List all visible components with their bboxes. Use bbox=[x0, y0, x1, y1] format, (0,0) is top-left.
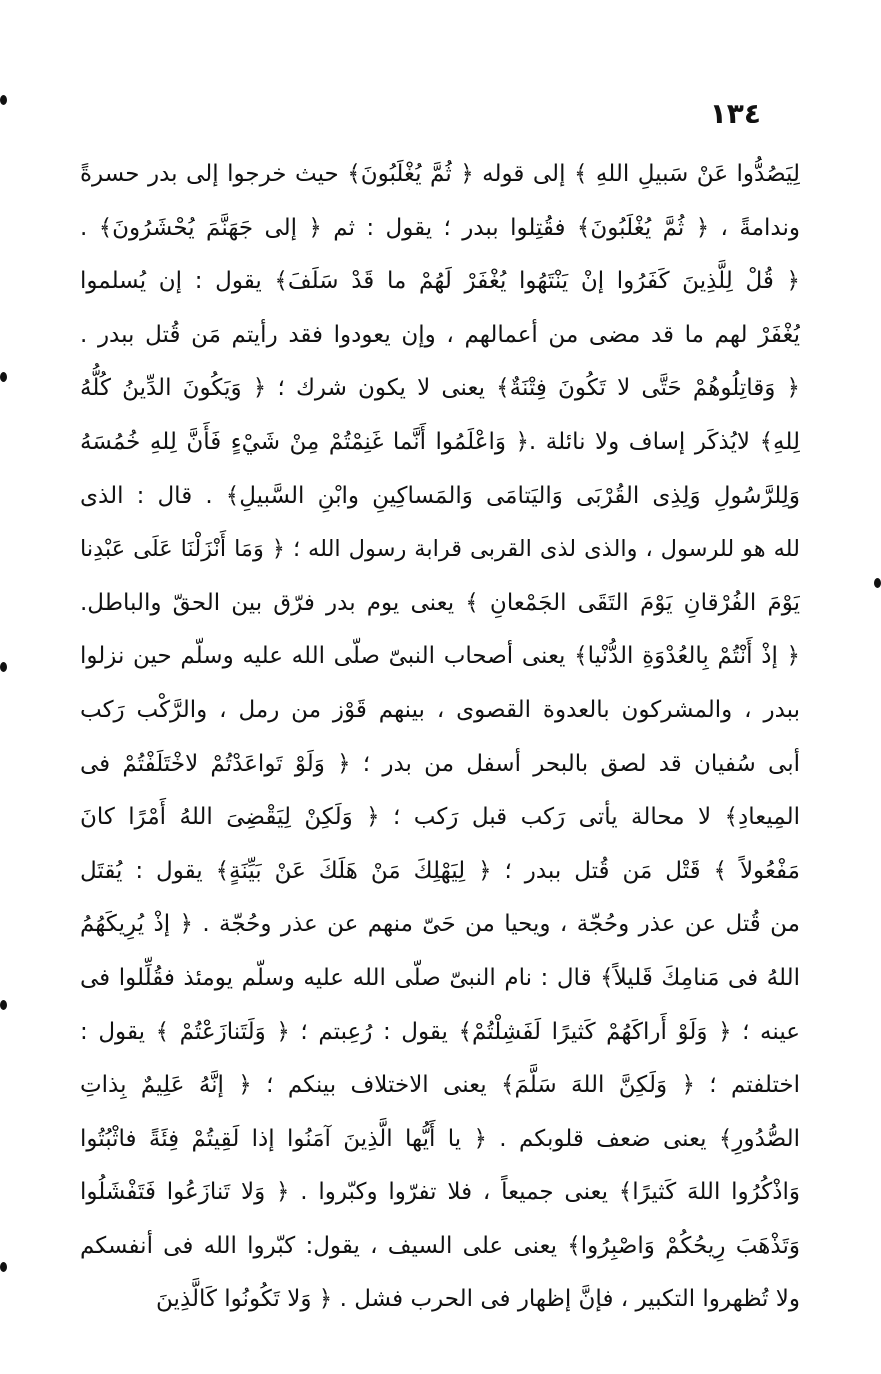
text-line: وَلِلرَّسُولِ وَلِذِى القُرْبَى وَاليَتامَى وَالمَساكِينِ وابْنِ السَّبيلِ﴾ . قال : الذى bbox=[80, 482, 800, 509]
text-line: وَتَذْهَبَ رِيحُكُمْ وَاصْبِرُوا﴾ يعنى على السيف ، يقول: كبّروا الله فى أنفسكم bbox=[80, 1232, 800, 1259]
scan-edge-mark bbox=[0, 95, 7, 105]
scan-edge-mark bbox=[0, 1000, 7, 1010]
text-line: أبى سُفيان قد لصق بالبحر أسفل من بدر ؛ ﴿ وَلَوْ تَواعَدْتُمْ لاخْتَلَفْتُمْ فى bbox=[80, 750, 800, 777]
text-line: لله هو للرسول ، والذى لذى القربى قرابة رسول الله ؛ ﴿ وَمَا أَنْزَلْنَا عَلَى عَبْدِنا bbox=[80, 536, 800, 563]
text-line: الصُّدُورِ﴾ يعنى ضعف قلوبكم . ﴿ يا أَيُّها الَّذِينَ آمَنُوا إذا لَقِيتُمْ فِئَةً فاثْبُتُوا bbox=[80, 1125, 800, 1152]
text-line: لِيَصُدُّوا عَنْ سَبيلِ اللهِ ﴾ إلى قوله ﴿ ثُمَّ يُغْلَبُونَ﴾ حيث خرجوا إلى بدر حسرةً bbox=[80, 161, 800, 187]
text-line: ولا تُظهروا التكبير ، فإنَّ إظهار فى الحرب فشل . ﴿ وَلا تَكُونُوا كَالَّذِينَ bbox=[156, 1286, 800, 1313]
text-line: وندامةً ، ﴿ ثُمَّ يُغْلَبُونَ﴾ فقُتِلوا ببدر ؛ يقول : ثم ﴿ إلى جَهَنَّمَ يُحْشَرُونَ﴾ . bbox=[80, 214, 800, 241]
scan-edge-mark bbox=[0, 372, 7, 382]
text-line: ﴿ إذْ أَنْتُمْ بِالعُدْوَةِ الدُّنْيا﴾ يعنى أصحاب النبىّ صلّى الله عليه وسلّم حين نزلوا bbox=[80, 643, 800, 670]
text-line: اختلفتم ؛ ﴿ وَلَكِنَّ اللهَ سَلَّمَ﴾ يعنى الاختلاف بينكم ؛ ﴿ إنَّهُ عَلِيمٌ بِذاتِ bbox=[80, 1072, 800, 1099]
text-line: ﴿ قُلْ لِلَّذِينَ كَفَرُوا إنْ يَنْتَهُوا يُغْفَرْ لَهُمْ ما قَدْ سَلَفَ﴾ يقول : إن يُسلموا bbox=[80, 268, 800, 295]
text-line: مَفْعُولاً ﴾ قَتْل مَن قُتل ببدر ؛ ﴿ لِيَهْلِكَ مَنْ هَلَكَ عَنْ بَيِّنَةٍ﴾ يقول : يُقتَل bbox=[80, 857, 800, 884]
page-number: ١٣٤ bbox=[709, 97, 761, 130]
text-line: المِيعادِ﴾ لا محالة يأتى رَكب قبل رَكب ؛ ﴿ وَلَكِنْ لِيَقْضِىَ اللهُ أَمْرًا كانَ bbox=[80, 804, 800, 831]
body-text bbox=[80, 148, 800, 1327]
scan-edge-mark bbox=[0, 662, 7, 672]
scan-edge-mark bbox=[874, 578, 881, 588]
text-line: وَاذْكُرُوا اللهَ كَثيرًا﴾ يعنى جميعاً ، فلا تفرّوا وكبّروا . ﴿ وَلا تَنازَعُوا فَتَفْشَلُوا bbox=[80, 1179, 800, 1206]
text-line: ببدر ، والمشركون بالعدوة القصوى ، بينهم قَوْز من رمل ، والرَّكْب رَكب bbox=[80, 696, 800, 723]
text-line: يُغْفَرْ لهم ما قد مضى من أعمالهم ، وإن يعودوا فقد رأيتم مَن قُتل ببدر . bbox=[80, 321, 800, 348]
text-line: عينه ؛ ﴿ وَلَوْ أَراكَهُمْ كَثيرًا لَفَشِلْتُمْ﴾ يقول : رُعِبتم ؛ ﴿ وَلَتَنازَعْتُمْ ﴾ يقول : bbox=[80, 1018, 800, 1045]
text-line: اللهُ فى مَنامِكَ قَليلاً﴾ قال : نام النبىّ صلّى الله عليه وسلّم يومئذ فقُلِّلوا فى bbox=[80, 964, 800, 991]
scan-edge-mark bbox=[0, 1262, 7, 1272]
text-line: لِلهِ﴾ لايُذكَر إساف ولا نائلة .﴿ وَاعْلَمُوا أَنَّما غَنِمْتُمْ مِنْ شَيْءٍ فَأَنَّ لِلهِ خُمُسَهُ bbox=[80, 428, 800, 455]
text-line: من قُتل عن عذر وحُجّة ، ويحيا من حَىّ منهم عن عذر وحُجّة . ﴿ إذْ يُرِيكَهُمُ bbox=[80, 911, 800, 938]
text-line: ﴿ وَقاتِلُوهُمْ حَتَّى لا تَكُونَ فِتْنَةٌ﴾ يعنى لا يكون شرك ؛ ﴿ وَيَكُونَ الدِّينُ كُلُّهُ bbox=[80, 375, 800, 402]
text-line: يَوْمَ الفُرْقانِ يَوْمَ التَقَى الجَمْعانِ ﴾ يعنى يوم بدر فرّق بين الحقّ والباطل. bbox=[80, 589, 800, 616]
